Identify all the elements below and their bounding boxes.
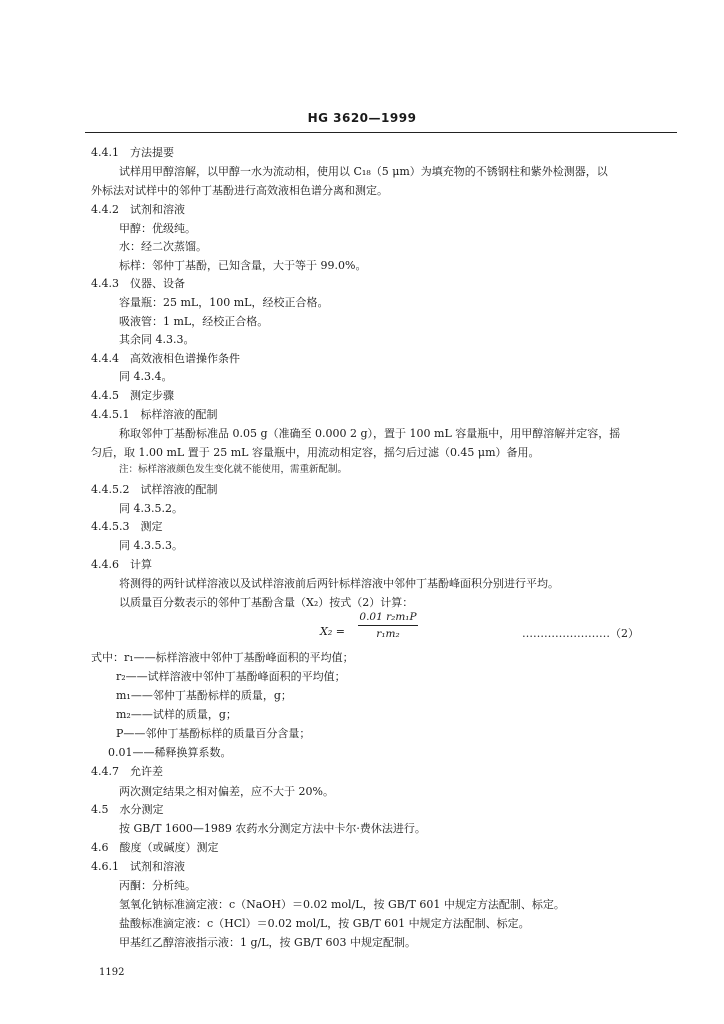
page-number: 1192 [99, 967, 125, 978]
section-4-4-4-heading: 4.4.4 高效液相色谱操作条件 [91, 352, 240, 365]
body-line: 外标法对试样中的邻仲丁基酚进行高效液相色谱分离和测定。 [91, 184, 388, 197]
section-4-4-7-heading: 4.4.7 允许差 [91, 765, 163, 778]
section-4-4-5-1-heading: 4.4.5.1 标样溶液的配制 [91, 408, 218, 421]
body-line: 其余同 4.3.3。 [119, 333, 195, 346]
body-line: 同 4.3.5.2。 [119, 502, 183, 515]
section-4-4-5-2-heading: 4.4.5.2 试样溶液的配制 [91, 483, 218, 496]
body-line: 两次测定结果之相对偏差，应不大于 20%。 [119, 785, 334, 798]
section-4-4-5-heading: 4.4.5 测定步骤 [91, 389, 174, 402]
section-4-4-6-heading: 4.4.6 计算 [91, 558, 152, 571]
fraction-bar [358, 625, 418, 626]
body-line: 容量瓶：25 mL，100 mL，经校正合格。 [119, 296, 329, 309]
body-line: 将测得的两针试样溶液以及试样溶液前后两针标样溶液中邻仲丁基酚峰面积分别进行平均。 [119, 577, 559, 590]
formula-numerator: 0.01 r₂m₁P [359, 611, 417, 623]
body-line: 盐酸标准滴定液：c（HCl）＝0.02 mol/L，按 GB/T 601 中规定方法配制、标定。 [119, 917, 530, 930]
section-4-4-1-heading: 4.4.1 方法提要 [91, 146, 174, 159]
formula-fraction [358, 612, 418, 639]
where-line: 式中：r₁——标样溶液中邻仲丁基酚峰面积的平均值； [91, 651, 354, 664]
body-line: 甲醇：优级纯。 [119, 222, 196, 235]
body-line: 以质量百分数表示的邻仲丁基酚含量（X₂）按式（2）计算： [119, 596, 414, 609]
section-4-4-2-heading: 4.4.2 试剂和溶液 [91, 203, 185, 216]
section-4-6-heading: 4.6 酸度（或碱度）测定 [91, 841, 219, 854]
formula-lhs: X₂ = [320, 625, 345, 638]
section-4-4-5-3-heading: 4.4.5.3 测定 [91, 520, 163, 533]
where-line: m₂——试样的质量，g； [116, 708, 237, 721]
where-line: r₂——试样溶液中邻仲丁基酚峰面积的平均值； [116, 670, 346, 683]
body-line: 按 GB/T 1600—1989 农药水分测定方法中卡尔·费休法进行。 [119, 822, 426, 835]
section-4-4-3-heading: 4.4.3 仪器、设备 [91, 277, 185, 290]
formula-denominator: r₁m₂ [376, 627, 400, 640]
body-line: 试样用甲醇溶解，以甲醇一水为流动相，使用以 C₁₈（5 μm）为填充物的不锈钢柱和紫外检测器，以 [119, 165, 608, 178]
body-line: 甲基红乙醇溶液指示液：1 g/L，按 GB/T 603 中规定配制。 [119, 936, 416, 949]
where-line: P——邻仲丁基酚标样的质量百分含量； [116, 727, 311, 740]
note-line: 注：标样溶液颜色发生变化就不能使用，需重新配制。 [119, 464, 348, 475]
body-line: 同 4.3.4。 [119, 370, 173, 383]
body-line: 标样：邻仲丁基酚，已知含量，大于等于 99.0%。 [119, 259, 367, 272]
section-4-5-heading: 4.5 水分测定 [91, 803, 164, 816]
body-line: 水：经二次蒸馏。 [119, 240, 207, 253]
body-line: 氢氧化钠标准滴定液：c（NaOH）＝0.02 mol/L，按 GB/T 601 中规定方法配制、标定。 [119, 898, 565, 911]
equation-number: ……………………（2） [522, 627, 639, 640]
body-line: 匀后，取 1.00 mL 置于 25 mL 容量瓶中，用流动相定容，摇匀后过滤（0.45 μm）备用。 [91, 446, 540, 459]
running-header: HG 3620—1999 [307, 111, 417, 125]
body-line: 称取邻仲丁基酚标准品 0.05 g（准确至 0.000 2 g），置于 100 mL 容量瓶中，用甲醇溶解并定容，摇 [119, 427, 621, 440]
body-line: 丙酮：分析纯。 [119, 879, 196, 892]
header-rule [85, 132, 677, 133]
body-line: 吸液管：1 mL，经校正合格。 [119, 315, 269, 328]
body-line: 同 4.3.5.3。 [119, 539, 183, 552]
where-line: 0.01——稀释换算系数。 [108, 746, 232, 759]
section-4-6-1-heading: 4.6.1 试剂和溶液 [91, 860, 185, 873]
where-line: m₁——邻仲丁基酚标样的质量，g； [116, 689, 292, 702]
